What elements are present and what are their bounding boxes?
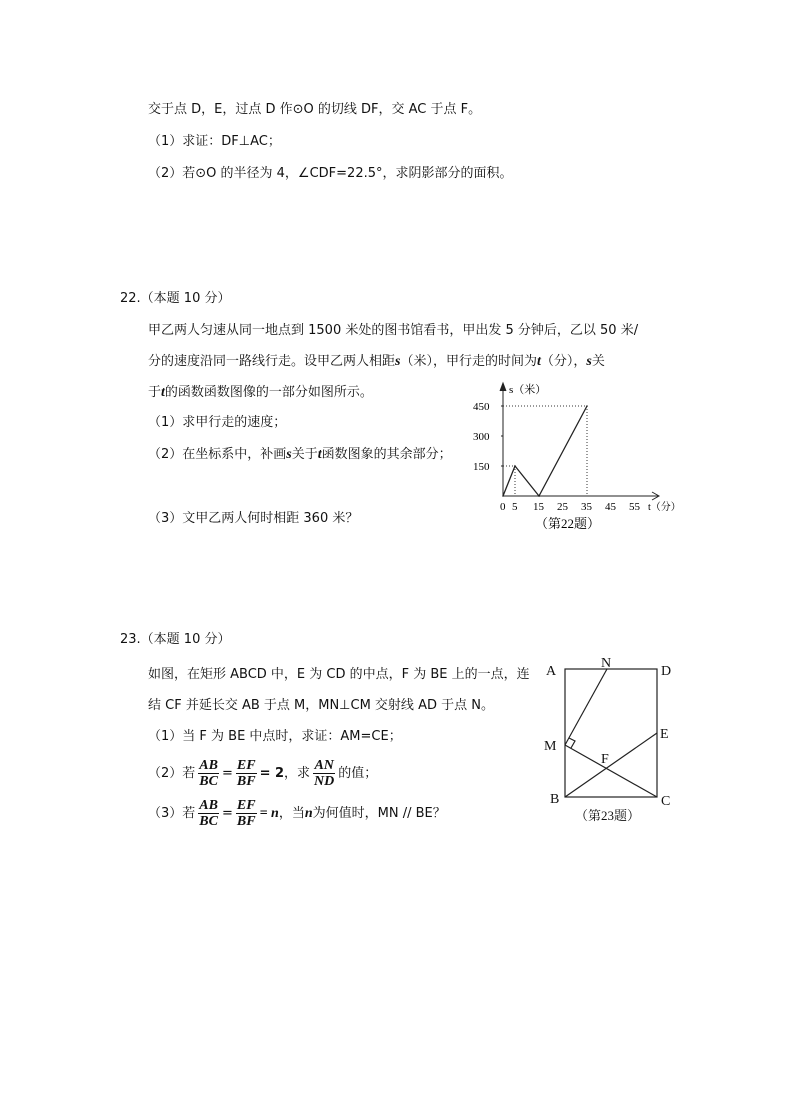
rectangle-abcd xyxy=(565,669,657,797)
segment-mc xyxy=(565,745,657,797)
data-point xyxy=(502,495,504,497)
data-point xyxy=(586,405,588,407)
y-tick-label: 150 xyxy=(473,461,490,473)
q22-line1: 甲乙两人匀速从同一地点到 1500 米处的图书馆看书，甲出发 5 分钟后，乙以 50 米/ xyxy=(148,323,639,338)
fraction-ef-bf: $\frac{EF}{BF}$ xyxy=(236,798,256,829)
x-tick-label: 55 xyxy=(629,501,640,513)
q21-part1: （1）求证：DF⊥AC； xyxy=(148,134,281,149)
q21-text: 交于点 D，E，过点 D 作⊙O 的切线 DF，交 AC 于点 F。 xyxy=(148,102,482,117)
x-axis-label: t（分） xyxy=(648,502,681,513)
label-n: N xyxy=(601,656,612,671)
q23-part3: （3）若 $\frac{AB}{BC}$ = $\frac{EF}{BF}$ = n，当n为何值时，MN // BE？ xyxy=(148,798,446,829)
q22-graph xyxy=(470,375,681,540)
q21-part2: （2）若⊙O 的半径为 4，∠CDF=22.5°，求阴影部分的面积。 xyxy=(148,166,513,181)
fraction-ef-bf: $\frac{EF}{BF}$ xyxy=(236,758,256,789)
label-f: F xyxy=(601,752,609,767)
label-b: B xyxy=(550,792,560,807)
segment-be xyxy=(565,733,657,797)
q22-part2: （2）在坐标系中，补画s关于t函数图象的其余部分； xyxy=(148,447,452,462)
fraction-ab-bc: $\frac{AB}{BC}$ xyxy=(199,798,218,829)
right-angle-mark xyxy=(569,738,575,748)
segment-mn xyxy=(565,669,607,745)
q23-part2: （2）若 $\frac{AB}{BC}$ = $\frac{EF}{BF}$ = 2，求 $\frac{AN}{ND}$ 的值； xyxy=(148,758,378,789)
x-tick-label: 0 xyxy=(500,501,506,513)
q23-figure xyxy=(530,650,690,830)
q23-line1: 如图，在矩形 ABCD 中，E 为 CD 的中点，F 为 BE 上的一点，连 xyxy=(148,667,530,682)
label-e: E xyxy=(660,727,669,742)
y-axis-label: s（米） xyxy=(509,384,547,396)
x-tick-label: 25 xyxy=(557,501,568,513)
q22-line3: 于t的函数函数图像的一部分如图所示。 xyxy=(148,385,373,400)
fraction-ab-bc: $\frac{AB}{BC}$ xyxy=(199,758,218,789)
y-tick-label: 450 xyxy=(473,401,490,413)
series-line xyxy=(503,406,587,496)
label-a: A xyxy=(546,664,557,679)
x-tick-label: 5 xyxy=(512,501,518,513)
q23-line2: 结 CF 并延长交 AB 于点 M，MN⊥CM 交射线 AD 于点 N。 xyxy=(148,698,494,713)
chart-caption: （第22题） xyxy=(535,516,601,531)
x-tick-label: 15 xyxy=(533,501,544,513)
data-point xyxy=(538,495,540,497)
fraction-an-nd: $\frac{AN}{ND}$ xyxy=(314,758,335,789)
x-tick-label: 35 xyxy=(581,501,592,513)
y-axis-arrow xyxy=(500,383,506,391)
q22-header: 22.（本题 10 分） xyxy=(120,291,231,306)
label-c: C xyxy=(661,794,671,809)
q22-line2: 分的速度沿同一路线行走。设甲乙两人相距s（米），甲行走的时间为t（分），s关 xyxy=(148,354,605,369)
figure-caption: （第23题） xyxy=(575,808,641,823)
label-d: D xyxy=(661,664,672,679)
y-tick-label: 300 xyxy=(473,431,490,443)
label-m: M xyxy=(544,739,557,754)
q22-part3: （3）文甲乙两人何时相距 360 米？ xyxy=(148,511,359,526)
q23-header: 23.（本题 10 分） xyxy=(120,632,231,647)
q22-part1: （1）求甲行走的速度； xyxy=(148,415,287,430)
data-point xyxy=(514,465,516,467)
x-tick-label: 45 xyxy=(605,501,616,513)
q23-part1: （1）当 F 为 BE 中点时，求证：AM=CE； xyxy=(148,729,402,744)
